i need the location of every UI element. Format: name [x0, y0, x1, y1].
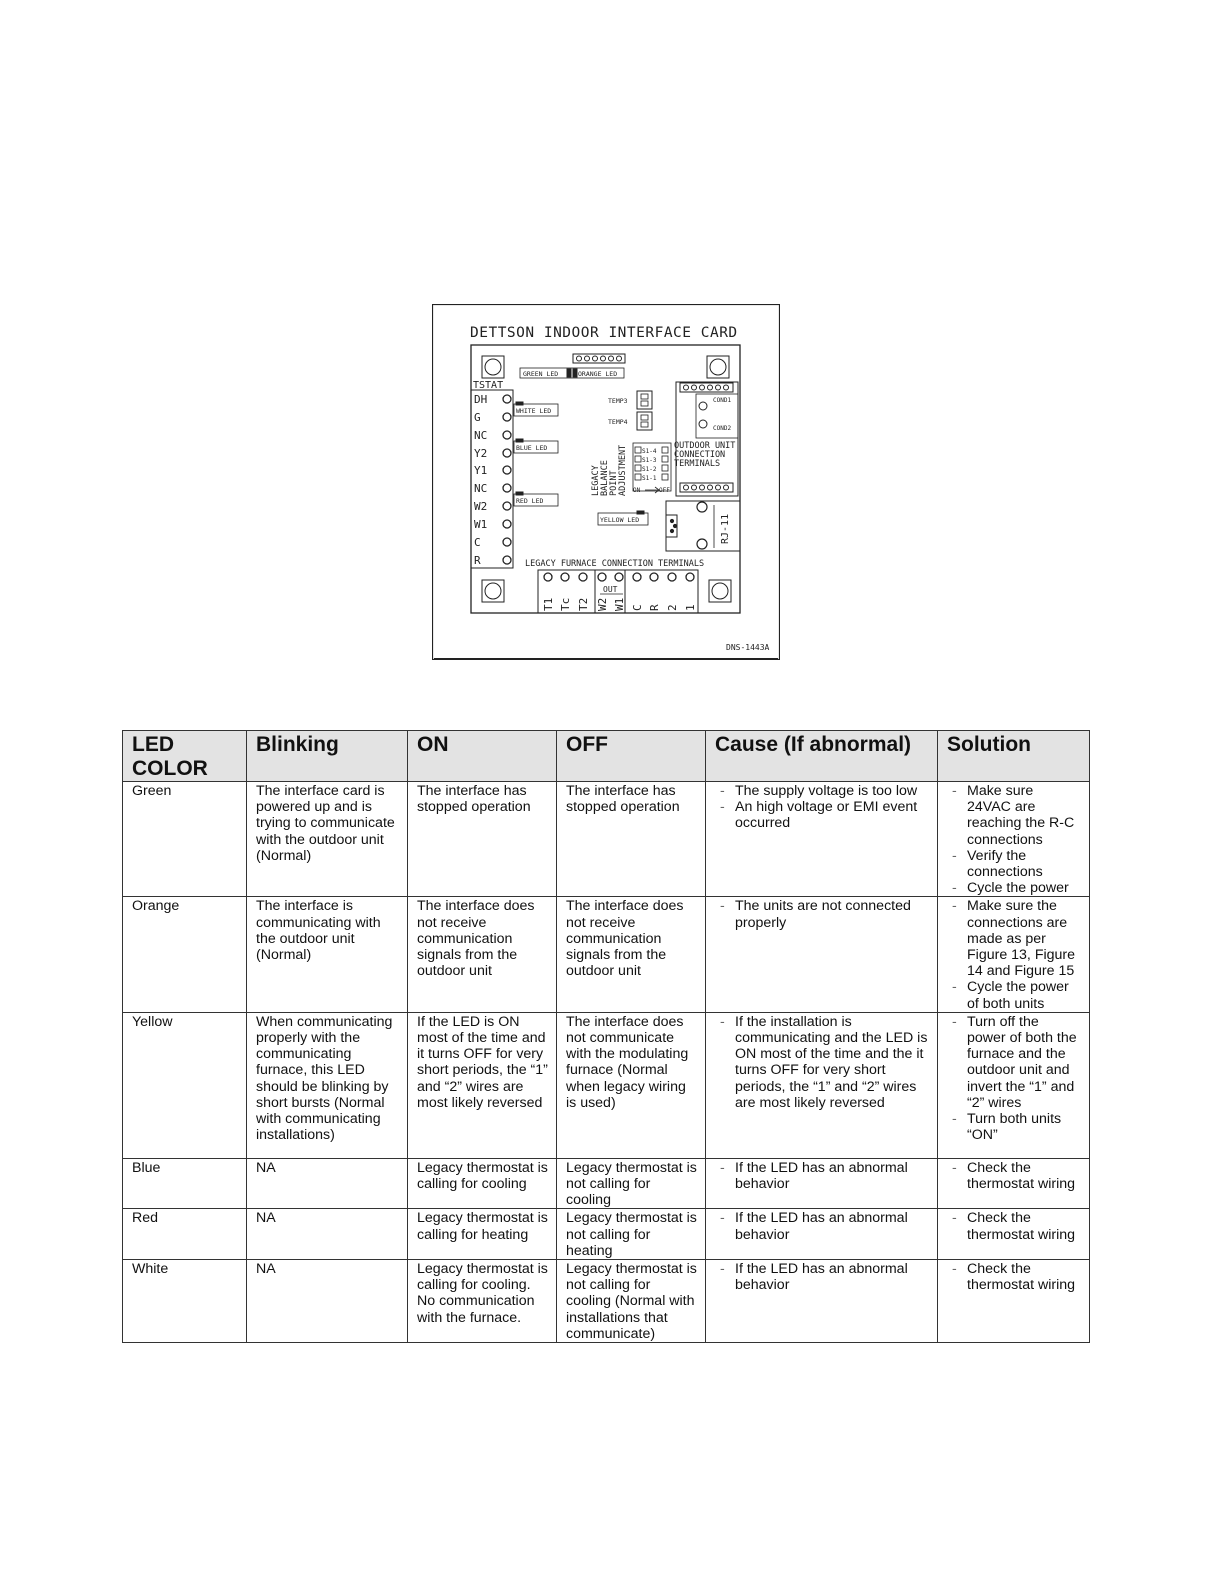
- header-on: ON: [408, 731, 557, 782]
- list-item: - The supply voltage is too low: [715, 783, 929, 799]
- cell-on: Legacy thermostat is calling for cooling. No communication with the furnace.: [408, 1260, 557, 1343]
- cell-on: If the LED is ON most of the time and it turns OFF for very short periods, the “1” and “2” wires are most likely reversed: [408, 1012, 557, 1158]
- blue-led-label: BLUE LED: [516, 444, 548, 452]
- cell-solution: [938, 1260, 1090, 1343]
- list-item: - Cycle the power of both units: [947, 979, 1081, 1011]
- cell-solution: [938, 782, 1090, 897]
- furnace-terminal-t2: T2: [577, 597, 590, 611]
- dip-switch-s1-2: S1-2: [642, 466, 657, 473]
- table-row: [123, 897, 1090, 1012]
- cell-color: Blue: [123, 1158, 247, 1209]
- list-item: - Check the thermostat wiring: [947, 1210, 1081, 1242]
- list-item: - Check the thermostat wiring: [947, 1160, 1081, 1192]
- led-status-table: [122, 730, 1090, 1343]
- legacy-label-2: BALANCE: [600, 460, 610, 496]
- dip-switch-s1-4: S1-4: [642, 448, 657, 455]
- cell-on: The interface does not receive communication signals from the outdoor unit: [408, 897, 557, 1012]
- header-solution: Solution: [938, 731, 1090, 782]
- figure-code: DNS-1443A: [726, 643, 770, 652]
- list-item: - If the LED has an abnormal behavior: [715, 1261, 929, 1293]
- tstat-terminal-nc: NC: [474, 429, 488, 442]
- temp4-label: TEMP4: [608, 418, 628, 426]
- cell-color: Orange: [123, 897, 247, 1012]
- outdoor-label-1: OUTDOOR UNIT: [674, 441, 736, 451]
- cell-off: Legacy thermostat is not calling for cooling: [557, 1158, 706, 1209]
- cell-on: Legacy thermostat is calling for heating: [408, 1209, 557, 1260]
- cell-color: Red: [123, 1209, 247, 1260]
- outdoor-label-2: CONNECTION: [674, 450, 726, 460]
- cell-off: The interface does not communicate with the modulating furnace (Normal when legacy wiring is used): [557, 1012, 706, 1158]
- cell-color: Yellow: [123, 1012, 247, 1158]
- furnace-terminal-w2: W2: [596, 597, 609, 611]
- green-led-label: GREEN LED: [523, 370, 559, 378]
- orange-led-label: ORANGE LED: [578, 370, 618, 378]
- list-item: - If the installation is communicating and the LED is ON most of the time and the it turns OFF for very short periods, the “1” and “2” wires are most likely reversed: [715, 1014, 929, 1111]
- furnace-terminal-2: 2: [666, 604, 679, 611]
- furnace-screw-icon: [544, 573, 694, 581]
- tstat-terminal-w1: W1: [474, 518, 488, 531]
- outdoor-label-3: TERMINALS: [674, 459, 721, 469]
- tstat-terminal-w2: W2: [474, 500, 488, 513]
- cell-solution: [938, 1158, 1090, 1209]
- cell-off: The interface does not receive communication signals from the outdoor unit: [557, 897, 706, 1012]
- legacy-label-1: LEGACY: [591, 465, 601, 496]
- dip-on-label: ON: [633, 487, 641, 494]
- list-item: - Make sure 24VAC are reaching the R-C connections: [947, 783, 1081, 848]
- cell-cause: [706, 1012, 938, 1158]
- dip-switch-s1-3: S1-3: [642, 457, 657, 464]
- cell-off: Legacy thermostat is not calling for cooling (Normal with installations that communicate): [557, 1260, 706, 1343]
- cell-solution: [938, 1012, 1090, 1158]
- figure-title: DETTSON INDOOR INTERFACE CARD: [470, 325, 738, 341]
- furnace-terminal-r: R: [648, 604, 661, 611]
- dip-switch-s1-1: S1-1: [642, 475, 657, 482]
- tstat-screw-icon: [503, 395, 511, 564]
- cell-color: Green: [123, 782, 247, 897]
- tstat-terminal-c: C: [474, 536, 481, 549]
- list-item: - Turn both units “ON”: [947, 1111, 1081, 1143]
- table-row: [123, 1158, 1090, 1209]
- table-header-row: [123, 731, 1090, 782]
- header-off: OFF: [557, 731, 706, 782]
- legacy-furnace-label: LEGACY FURNACE CONNECTION TERMINALS: [525, 559, 705, 569]
- cell-cause: [706, 897, 938, 1012]
- cell-on: The interface has stopped operation: [408, 782, 557, 897]
- table-row: [123, 782, 1090, 897]
- white-led-label: WHITE LED: [516, 407, 552, 415]
- tstat-terminal-y2: Y2: [474, 447, 488, 460]
- cell-blinking: NA: [247, 1209, 408, 1260]
- list-item: - If the LED has an abnormal behavior: [715, 1160, 929, 1192]
- list-item: - Turn off the power of both the furnace and the outdoor unit and invert the “1” and “2” wires: [947, 1014, 1081, 1111]
- list-item: - Verify the connections: [947, 848, 1081, 880]
- header-cause: Cause (If abnormal): [706, 731, 938, 782]
- list-item: - Make sure the connections are made as per Figure 13, Figure 14 and Figure 15: [947, 898, 1081, 979]
- temp3-label: TEMP3: [608, 397, 628, 405]
- legacy-label-4: ADJUSTMENT: [618, 444, 628, 496]
- cell-blinking: NA: [247, 1260, 408, 1343]
- header-led-color: LED COLOR: [123, 731, 247, 782]
- cell-blinking: The interface card is powered up and is trying to communicate with the outdoor unit (Normal): [247, 782, 408, 897]
- red-led-label: RED LED: [516, 497, 544, 505]
- cond1-label: COND1: [713, 397, 732, 404]
- list-item: - The units are not connected properly: [715, 898, 929, 930]
- furnace-terminal-tc: Tc: [559, 597, 572, 611]
- list-item: - An high voltage or EMI event occurred: [715, 799, 929, 831]
- furnace-terminal-w1: W1: [613, 597, 626, 611]
- tstat-terminal-g: G: [474, 411, 481, 424]
- cell-cause: [706, 1158, 938, 1209]
- cell-blinking: When communicating properly with the communicating furnace, this LED should be blinking by short bursts (Normal with communicating installations): [247, 1012, 408, 1158]
- table-row: [123, 1012, 1090, 1158]
- furnace-terminal-1: 1: [684, 604, 697, 611]
- cell-off: Legacy thermostat is not calling for heating: [557, 1209, 706, 1260]
- furnace-terminal-c: C: [631, 604, 644, 611]
- legacy-label-3: POINT: [609, 470, 619, 496]
- tstat-label: TSTAT: [473, 380, 504, 391]
- list-item: - Cycle the power: [947, 880, 1081, 896]
- dip-off-label: OFF: [659, 487, 670, 494]
- cell-cause: [706, 1260, 938, 1343]
- tstat-terminal-dh: DH: [474, 393, 488, 406]
- table-row: [123, 1209, 1090, 1260]
- cell-cause: [706, 782, 938, 897]
- cell-cause: [706, 1209, 938, 1260]
- cell-blinking: The interface is communicating with the outdoor unit (Normal): [247, 897, 408, 1012]
- header-blinking: Blinking: [247, 731, 408, 782]
- interface-card-figure: [432, 304, 780, 660]
- top-connector: [573, 354, 625, 363]
- table-row: [123, 1260, 1090, 1343]
- yellow-led-label: YELLOW LED: [600, 516, 640, 524]
- cell-color: White: [123, 1260, 247, 1343]
- list-item: - If the LED has an abnormal behavior: [715, 1210, 929, 1242]
- list-item: - Check the thermostat wiring: [947, 1261, 1081, 1293]
- tstat-terminal-r: R: [474, 554, 481, 567]
- out-label: OUT: [603, 585, 618, 594]
- tstat-terminal-nc2: NC: [474, 482, 488, 495]
- tstat-terminal-y1: Y1: [474, 464, 488, 477]
- cell-on: Legacy thermostat is calling for cooling: [408, 1158, 557, 1209]
- rj11-label: RJ-11: [720, 513, 731, 544]
- cell-solution: [938, 1209, 1090, 1260]
- furnace-terminal-t1: T1: [542, 597, 555, 611]
- cond2-label: COND2: [713, 425, 732, 432]
- cell-off: The interface has stopped operation: [557, 782, 706, 897]
- cell-solution: [938, 897, 1090, 1012]
- cell-blinking: NA: [247, 1158, 408, 1209]
